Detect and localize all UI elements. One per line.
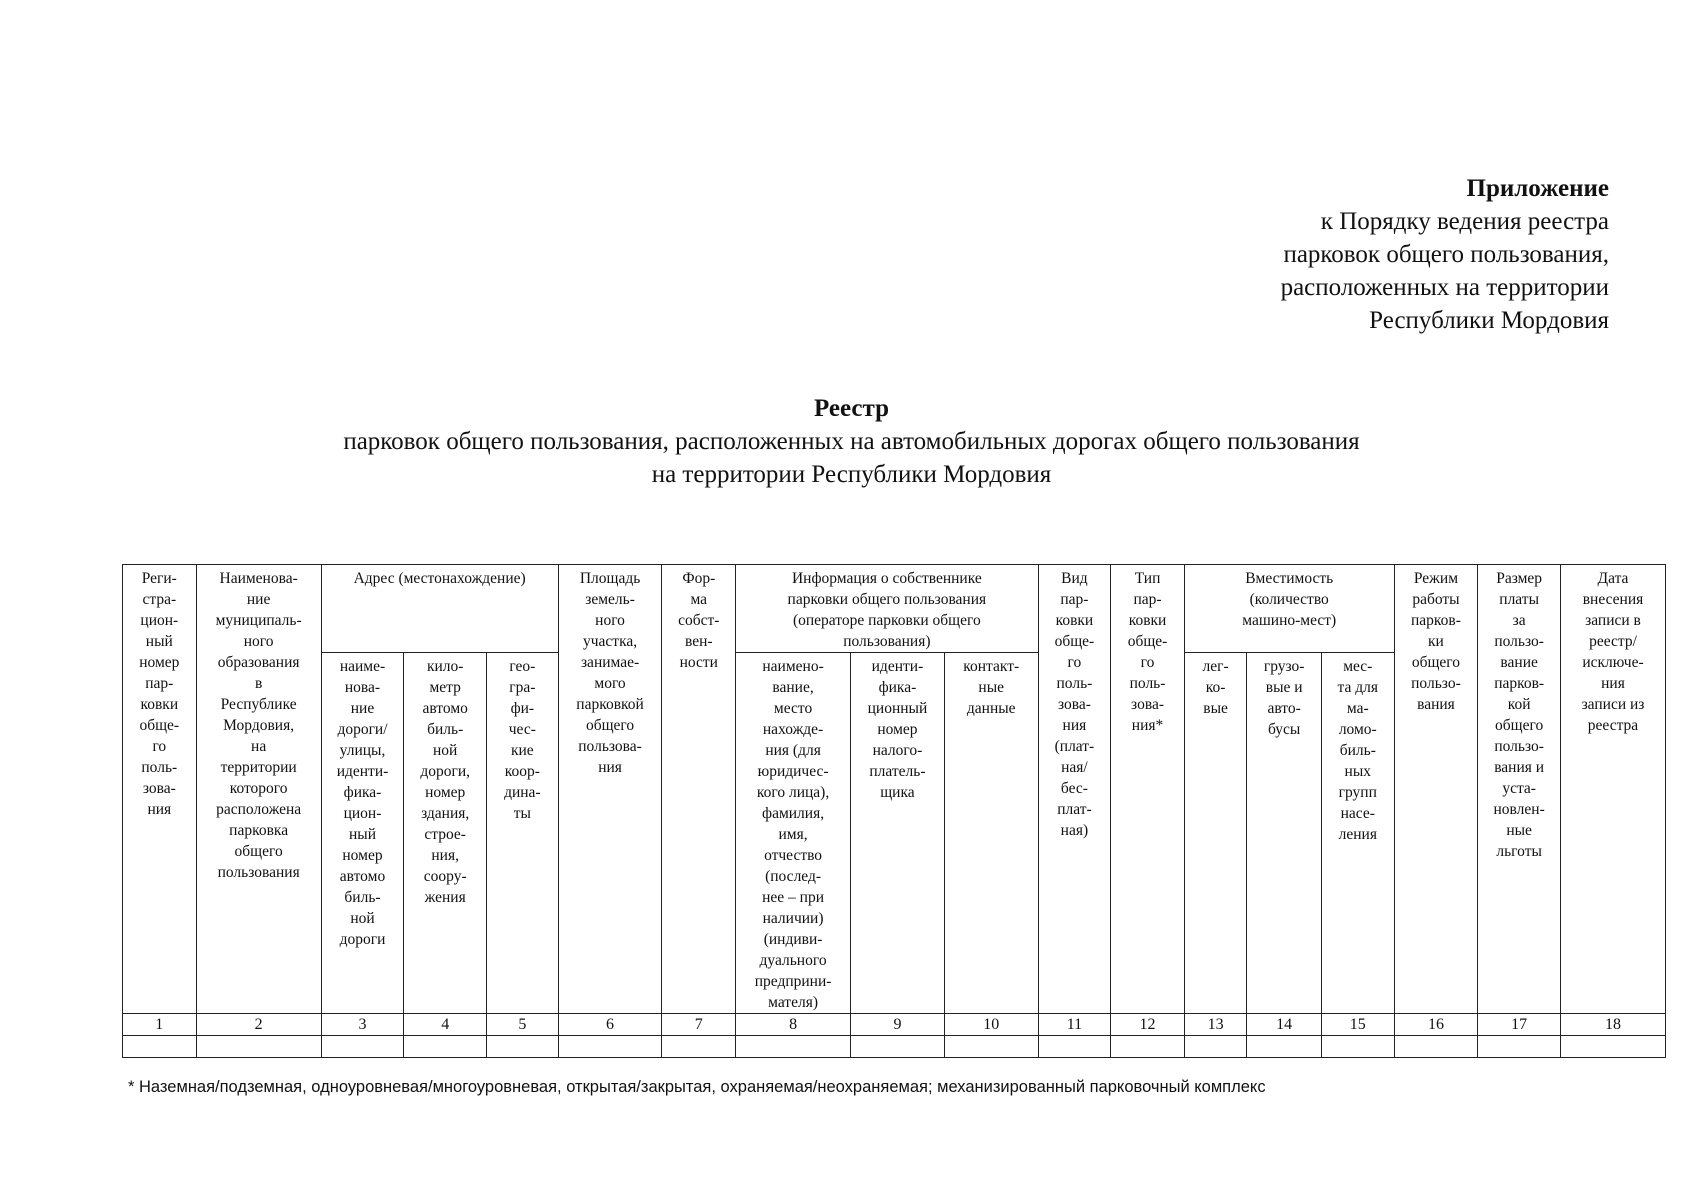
header-ownership-form: Фор- ма собст- вен- ности [662, 565, 736, 1014]
appendix-line: расположенных на территории [1280, 274, 1609, 301]
table-cell [404, 1036, 487, 1058]
header-entry-date: Дата внесения записи в реестр/ исключе- ния записи из реестра [1560, 565, 1665, 1014]
table-cell [487, 1036, 559, 1058]
header-land-area: Площадь земель- ного участка, занимае- мого парковкой общего пользова- ния [558, 565, 662, 1014]
table-cell [321, 1036, 404, 1058]
header-address-group: Адрес (местонахождение) [321, 565, 558, 653]
header-municipality: Наименова- ние муниципаль- ного образования в Республике Мордовия, на территории которого расположена парковка общего пользования [196, 565, 321, 1014]
column-number: 14 [1247, 1014, 1322, 1036]
header-capacity-group: Вместимость (количество машино-мест) [1184, 565, 1394, 653]
table-cell [1247, 1036, 1322, 1058]
table-cell [944, 1036, 1038, 1058]
column-number: 17 [1478, 1014, 1561, 1036]
table-cell [662, 1036, 736, 1058]
table-cell [851, 1036, 945, 1058]
table-cell [1111, 1036, 1185, 1058]
column-number: 9 [851, 1014, 945, 1036]
appendix-title: Приложение [1466, 175, 1609, 202]
table-cell [123, 1036, 197, 1058]
document-subtitle-line1: парковок общего пользования, расположенных на автомобильных дорогах общего пользования [343, 428, 1360, 455]
table-cell [1321, 1036, 1394, 1058]
document-title-block [0, 392, 1703, 491]
header-operating-mode: Режим работы парков- ки общего пользо- вания [1394, 565, 1478, 1014]
header-parking-type: Тип пар- ковки обще- го поль- зова- ния* [1111, 565, 1185, 1014]
header-parking-kind: Вид пар- ковки обще- го поль- зова- ния (плат- ная/ бес- плат- ная) [1038, 565, 1111, 1014]
column-number: 2 [196, 1014, 321, 1036]
header-registration-number: Реги- стра- цион- ный номер пар- ковки обще- го поль- зова- ния [123, 565, 197, 1014]
table-cell [1478, 1036, 1561, 1058]
appendix-line: Республики Мордовия [1369, 307, 1609, 334]
column-number: 18 [1560, 1014, 1665, 1036]
header-contacts: контакт- ные данные [944, 653, 1038, 1014]
header-inn: иденти- фика- ционный номер налого- платель- щика [851, 653, 945, 1014]
appendix-line: к Порядку ведения реестра [1320, 208, 1609, 235]
column-number: 11 [1038, 1014, 1111, 1036]
table-cell [1184, 1036, 1247, 1058]
empty-data-row [123, 1036, 1666, 1058]
header-road-name: наиме- нова- ние дороги/ улицы, иденти- фика- цион- ный номер автомо биль- ной дороги [321, 653, 404, 1014]
header-fee: Размер платы за пользо- вание парков- кой общего пользо- вания и уста- новлен- ные льготы [1478, 565, 1561, 1014]
column-number: 4 [404, 1014, 487, 1036]
header-owner-name: наимено- вание, место нахожде- ния (для юридичес- кого лица), фамилия, имя, отчество (послед- нее – при наличии) (индиви- дуального предприни- мателя) [736, 653, 851, 1014]
column-number-row [123, 1014, 1666, 1036]
appendix-block [1281, 172, 1609, 337]
column-number: 13 [1184, 1014, 1247, 1036]
table-cell [1394, 1036, 1478, 1058]
column-number: 7 [662, 1014, 736, 1036]
column-number: 1 [123, 1014, 197, 1036]
header-disabled-places: мес- та для ма- ломо- биль- ных групп насе- ления [1321, 653, 1394, 1014]
table-cell [558, 1036, 662, 1058]
table-header-row [123, 565, 1666, 653]
column-number: 8 [736, 1014, 851, 1036]
registry-table [122, 564, 1666, 1058]
header-owner-group: Информация о собственнике парковки общего пользования (операторе парковки общего пользования) [736, 565, 1039, 653]
document-title: Реестр [813, 395, 890, 422]
column-number: 5 [487, 1014, 559, 1036]
footnote: * Наземная/подземная, одноуровневая/многоуровневая, открытая/закрытая, охраняемая/неохраняемая; механизированный парковочный комплекс [128, 1078, 1266, 1096]
table-cell [196, 1036, 321, 1058]
table-cell [1560, 1036, 1665, 1058]
header-coordinates: гео- гра- фи- чес- кие коор- дина- ты [487, 653, 559, 1014]
header-road-km: кило- метр автомо биль- ной дороги, номер здания, строе- ния, соору- жения [404, 653, 487, 1014]
appendix-line: парковок общего пользования, [1283, 241, 1609, 268]
column-number: 6 [558, 1014, 662, 1036]
column-number: 15 [1321, 1014, 1394, 1036]
column-number: 16 [1394, 1014, 1478, 1036]
header-trucks-buses: грузо- вые и авто- бусы [1247, 653, 1322, 1014]
document-subtitle-line2: на территории Республики Мордовия [651, 461, 1052, 488]
header-cars: лег- ко- вые [1184, 653, 1247, 1014]
column-number: 3 [321, 1014, 404, 1036]
table-cell [736, 1036, 851, 1058]
column-number: 10 [944, 1014, 1038, 1036]
column-number: 12 [1111, 1014, 1185, 1036]
table-cell [1038, 1036, 1111, 1058]
